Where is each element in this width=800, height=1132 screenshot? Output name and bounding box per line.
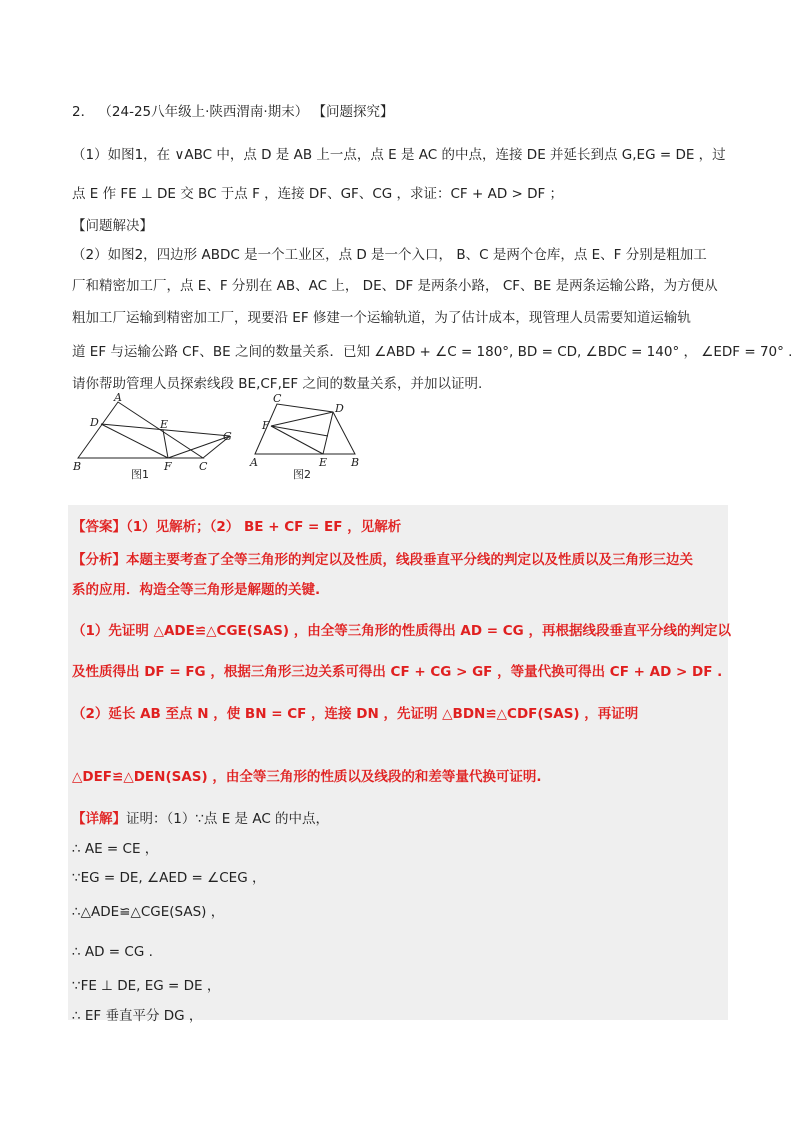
- fig2-label-c: C: [273, 392, 282, 405]
- part2-line5: 请你帮助管理人员探索线段 BE,CF,EF 之间的数量关系，并加以证明.: [72, 376, 483, 392]
- fig1-label-f: F: [164, 460, 172, 473]
- analysis-line5: （2）延长 AB 至点 N ，使 BN = CF ，连接 DN ，先证明 △BDN≌△CDF(SAS) ，再证明: [72, 706, 639, 722]
- section-tag-explore: 【问题探究】: [312, 104, 394, 120]
- analysis-line2: 系的应用．构造全等三角形是解题的关键.: [72, 582, 321, 598]
- fig2-label-f: F: [262, 419, 270, 432]
- fig1-label-c: C: [199, 460, 208, 473]
- fig1-label-e: E: [160, 418, 169, 431]
- question-source: （24-25八年级上·陕西渭南·期末）: [98, 104, 309, 120]
- analysis-line6: △DEF≌△DEN(SAS) ，由全等三角形的性质以及线段的和差等量代换可证明.: [72, 769, 542, 785]
- fig1-label-a: A: [114, 392, 122, 404]
- part2-line1: （2）如图2，四边形 ABDC 是一个工业区，点 D 是一个入口， B、C 是两个仓库，点 E、F 分别是粗加工: [72, 247, 707, 263]
- part2-line4: 道 EF 与运输公路 CF、BE 之间的数量关系．已知 ∠ABD + ∠C = 180°, BD = CD, ∠BDC = 140° ， ∠EDF = 70° .: [72, 344, 793, 360]
- part1-line2: 点 E 作 FE ⊥ DE 交 BC 于点 F ，连接 DF、GF、CG ，求证：CF + AD > DF ；: [72, 186, 564, 202]
- fig1-caption: 图1: [131, 468, 149, 481]
- detail-text-1: 证明：（1）∵点 E 是 AC 的中点，: [126, 811, 330, 827]
- fig2-label-e: E: [319, 456, 328, 469]
- detail-line6: ∵FE ⊥ DE, EG = DE ，: [72, 978, 221, 994]
- fig2-caption: 图2: [293, 468, 311, 481]
- fig1-label-b: B: [73, 460, 82, 473]
- fig2-label-d: D: [335, 402, 344, 415]
- question-header: [72, 100, 394, 120]
- detail-line4: ∴△ADE≌△CGE(SAS) ，: [72, 904, 225, 920]
- fig2-label-b: B: [351, 456, 360, 469]
- analysis-line3: （1）先证明 △ADE≌△CGE(SAS) ，由全等三角形的性质得出 AD = CG ，再根据线段垂直平分线的判定以: [72, 623, 731, 639]
- part1-line1: （1）如图1，在 ∨ABC 中，点 D 是 AB 上一点，点 E 是 AC 的中点，连接 DE 并延长到点 G,EG = DE ，过: [72, 147, 726, 163]
- part2-line3: 粗加工厂运输到精密加工厂，现要沿 EF 修建一个运输轨道，为了估计成本，现管理人员需要知道运输轨: [72, 310, 691, 326]
- figure-1: [68, 392, 238, 484]
- detail-line3: ∵EG = DE, ∠AED = ∠CEG ，: [72, 870, 266, 886]
- detail-line5: ∴ AD = CG .: [72, 944, 153, 960]
- detail-line2: ∴ AE = CE ，: [72, 841, 159, 857]
- detail-tag: 【详解】: [72, 811, 126, 827]
- detail-line7: ∴ EF 垂直平分 DG ，: [72, 1008, 203, 1024]
- fig1-label-d: D: [90, 416, 99, 429]
- question-number: 2．: [72, 104, 95, 120]
- answer-tag: 【答案】: [72, 519, 126, 535]
- detail-line1: [72, 807, 329, 827]
- fig1-label-g: G: [223, 430, 232, 443]
- analysis-tag: 【分析】: [72, 552, 126, 568]
- analysis-line4: 及性质得出 DF = FG ，根据三角形三边关系可得出 CF + CG > GF ，等量代换可得出 CF + AD > DF .: [72, 664, 723, 680]
- answer-line: [72, 515, 401, 535]
- figure-2: [245, 392, 375, 484]
- analysis-text-1: 本题主要考查了全等三角形的判定以及性质，线段垂直平分线的判定以及性质以及三角形三边关: [126, 552, 693, 568]
- part2-line2: 厂和精密加工厂，点 E、F 分别在 AB、AC 上， DE、DF 是两条小路， CF、BE 是两条运输公路，为方便从: [72, 278, 718, 294]
- fig2-label-a: A: [250, 456, 258, 469]
- section-tag-solve: 【问题解决】: [72, 218, 153, 234]
- answer-text: （1）见解析；（2） BE + CF = EF ，见解析: [126, 519, 402, 535]
- analysis-line1: [72, 548, 693, 568]
